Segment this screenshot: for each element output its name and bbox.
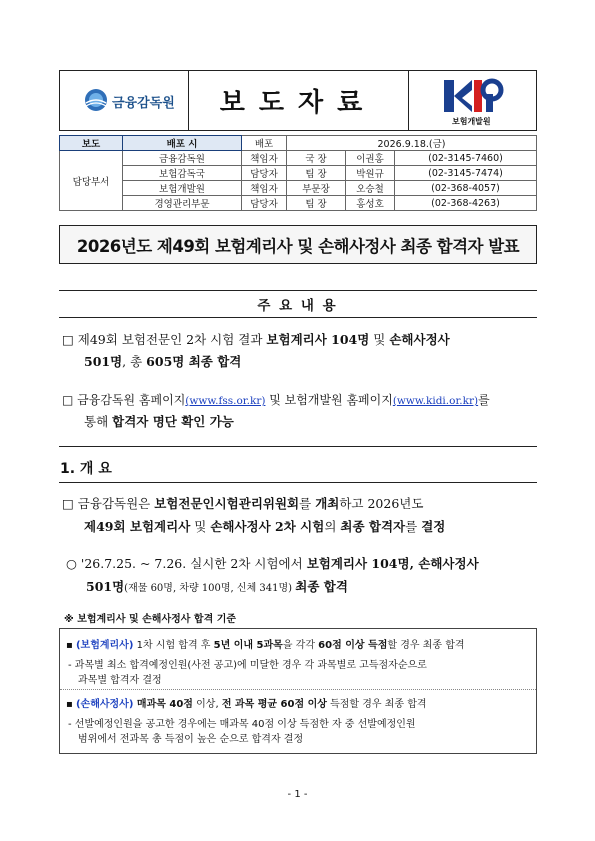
contact-phone: (02-368-4057)	[395, 181, 537, 196]
divider	[59, 290, 537, 291]
release-row	[60, 136, 537, 151]
fss-logo-icon	[84, 88, 108, 112]
press-title-cell	[188, 71, 409, 130]
criteria-actuary: ▪ (보험계리사) 1차 시험 합격 후 5년 이내 5과목을 각각 60점 이상 득점할 경우 최종 합격	[66, 640, 465, 651]
contact-title: 팀 장	[287, 196, 346, 211]
divider	[59, 317, 537, 318]
summary-item-1-line1: □ 제49회 보험전문인 2차 시험 결과 보험계리사 104명 및 손해사정사	[62, 332, 450, 347]
contact-role: 책임자	[242, 181, 287, 196]
kidi-logo-text: 보험개발원	[452, 117, 491, 126]
criteria-adjuster: ▪ (손해사정사) 매과목 40점 이상, 전 과목 평균 60점 이상 득점할 경우 최종 합격	[66, 699, 427, 710]
distribution-label: 배포	[242, 136, 287, 151]
contact-title: 부문장	[287, 181, 346, 196]
overview-para-1-line1: □ 금융감독원은 보험전문인시험관리위원회를 개최하고 2026년도	[62, 496, 424, 511]
press-header	[59, 70, 537, 131]
contact-phone: (02-368-4263)	[395, 196, 537, 211]
contact-name: 이권홍	[346, 151, 395, 166]
criteria-note: ※ 보험계리사 및 손해사정사 합격 기준	[64, 614, 237, 625]
department-label: 담당부서	[60, 151, 123, 211]
contact-org: 금융감독원	[123, 151, 242, 166]
page-number: - 1 -	[287, 789, 308, 800]
release-timing: 배포 시	[123, 136, 242, 151]
criteria-actuary-detail: - 과목별 최소 합격예정인원(사전 공고)에 미달한 경우 각 과목별로 고득점자순으로	[68, 660, 427, 671]
criteria-adjuster-detail: - 선발예정인원을 공고한 경우에는 매과목 40점 이상 득점한 자 중 선발예정인원	[68, 719, 416, 730]
divider	[60, 689, 536, 690]
kidi-logo	[408, 71, 536, 130]
criteria-actuary-detail-cont: 과목별 합격자 결정	[78, 675, 162, 686]
section-1-heading: 1. 개 요	[60, 461, 112, 477]
fss-homepage-link[interactable]: (www.fss.or.kr)	[185, 395, 266, 407]
contact-role: 담당자	[242, 196, 287, 211]
contact-row	[60, 196, 537, 211]
contact-name: 홍성호	[346, 196, 395, 211]
contact-row	[60, 181, 537, 196]
contact-role: 담당자	[242, 166, 287, 181]
overview-para-1-line2: 제49회 보험계리사 및 손해사정사 2차 시험의 최종 합격자를 결정	[84, 519, 446, 534]
contact-phone: (02-3145-7474)	[395, 166, 537, 181]
overview-para-2-line2: 501명(재물 60명, 차량 100명, 신체 341명) 최종 합격	[86, 579, 348, 594]
kidi-homepage-link[interactable]: (www.kidi.or.kr)	[392, 395, 479, 407]
summary-item-2-line2: 통해 합격자 명단 확인 가능	[84, 414, 234, 429]
contact-row	[60, 166, 537, 181]
headline-box	[59, 225, 537, 264]
release-label: 보도	[60, 136, 123, 151]
press-title: 보도자료	[219, 88, 377, 118]
kidi-logo-icon	[442, 76, 504, 114]
summary-heading: 주 요 내 용	[257, 298, 338, 314]
contact-row	[60, 151, 537, 166]
contact-org: 보험개발원	[123, 181, 242, 196]
contact-name: 박원규	[346, 166, 395, 181]
contact-role: 책임자	[242, 151, 287, 166]
contact-org: 보험감독국	[123, 166, 242, 181]
divider	[59, 446, 537, 447]
summary-item-2-line1: □ 금융감독원 홈페이지(www.fss.or.kr) 및 보험개발원 홈페이지(www.kidi.or.kr)를	[62, 393, 490, 407]
fss-logo-text: 금융감독원	[112, 96, 175, 111]
headline: 2026년도 제49회 보험계리사 및 손해사정사 최종 합격자 발표	[76, 236, 520, 256]
overview-para-2-line1: ○ '26.7.25. ~ 7.26. 실시한 2차 시험에서 보험계리사 104명, 손해사정사	[66, 556, 479, 571]
distribution-date: 2026.9.18.(금)	[287, 136, 537, 151]
contact-title: 팀 장	[287, 166, 346, 181]
fss-logo	[60, 71, 189, 130]
criteria-adjuster-detail-cont: 범위에서 전과목 총 득점이 높은 순으로 합격자 결정	[78, 734, 304, 745]
contact-org: 경영관리부문	[123, 196, 242, 211]
contact-name: 오승철	[346, 181, 395, 196]
divider	[59, 482, 537, 483]
criteria-box	[59, 628, 537, 754]
contact-title: 국 장	[287, 151, 346, 166]
summary-item-1-line2: 501명, 총 605명 최종 합격	[84, 354, 242, 369]
contact-table	[59, 135, 537, 211]
contact-phone: (02-3145-7460)	[395, 151, 537, 166]
